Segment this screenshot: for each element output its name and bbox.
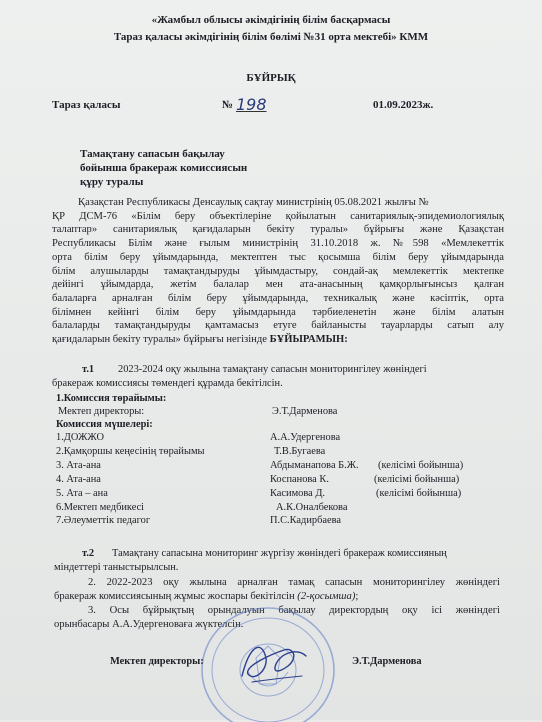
subject-line2: бойынша бракераж комиссиясын xyxy=(80,162,248,174)
item3-text: бракераж комиссиясының жұмыс жоспары бекітілсін xyxy=(54,590,298,602)
member-name: Т.В.Бугаева xyxy=(274,446,326,457)
member-name: Касимова Д. xyxy=(270,488,326,499)
document-number-label: № xyxy=(222,99,234,111)
item2-line1: Тамақтану сапасына мониторинг жүргізу жөніндегі бракераж комиссияның xyxy=(112,548,447,559)
preamble-line: қағидаларын бекіту туралы» бұйрығы негізінде xyxy=(52,334,270,346)
preamble-line: балаларды тамақтандыруды қамтамасыз етуге байланысты тауарларды сатып алу xyxy=(52,320,504,332)
item1-line1: 2023-2024 оқу жылына тамақтану сапасын мониторингілеу жөніндегі xyxy=(118,364,427,375)
signature-name: Э.Т.Дарменова xyxy=(352,656,422,667)
member-name: А.К.Оналбекова xyxy=(276,502,348,513)
item1-number: т.1 xyxy=(82,364,95,375)
member-role: 7.Әлеуметтік педагог xyxy=(56,515,151,526)
member-role: 4. Ата-ана xyxy=(56,474,101,485)
preamble-line: Қазақстан Республикасы Денсаулық сақтау министрінің 05.08.2021 жылғы № xyxy=(78,197,429,208)
subject-line1: Тамақтану сапасын бақылау xyxy=(80,148,225,160)
orders-word: БҰЙЫРАМЫН: xyxy=(269,334,348,346)
preamble-last-line xyxy=(52,333,504,347)
preamble-line: дейінгі ұйымдарда, жетім балалар мен ата-анасының қамқорлығынсыз қалған xyxy=(52,279,504,291)
member-role: 2.Қамқоршы кеңесінің төрайымы xyxy=(56,446,205,457)
preamble-line: орта білім беру ұйымдарында, мектептен тыс қосымша білім беру ұйымдарында xyxy=(52,251,504,263)
preamble-line: балаларға арналған білім беру ұйымдарында, техникалық және кәсіптік, орта xyxy=(52,292,504,304)
commission-members-heading: Комиссия мүшелері: xyxy=(56,419,153,430)
commission-chair-name: Э.Т.Дарменова xyxy=(272,406,338,417)
subject-line3: құру туралы xyxy=(80,176,144,188)
member-name: П.С.Кадирбаева xyxy=(270,515,341,526)
document-date: 01.09.2023ж. xyxy=(373,99,434,111)
item4-line1: 3. Осы бұйрықтың орындалуын бақылау директордың оқу ісі жөніндегі xyxy=(88,605,500,616)
item1-line2: бракераж комиссиясы төмендегі құрамда бекітілсін. xyxy=(52,378,283,389)
commission-chair-role: Мектеп директоры: xyxy=(58,406,145,417)
item4-line2: орынбасары А.А.Удергеноваға жүктелсін. xyxy=(54,618,244,630)
member-note: (келісімі бойынша) xyxy=(376,488,462,499)
preamble-line: ҚР ДСМ-76 «Білім беру объектілеріне қойылатын санитариялық-эпидемиологиялық xyxy=(52,210,504,222)
header-org-line1: «Жамбыл облысы әкімдігінің білім басқармасы xyxy=(151,14,391,26)
item3-annex-ref: (2-қосымша) xyxy=(297,590,356,602)
document-title: БҰЙРЫҚ xyxy=(246,72,296,84)
preamble-line: білім алушыларды тамақтандыруды ұйымдастыру, сондай-ақ мемлекеттік мектепке xyxy=(52,265,504,277)
item3-punct: ; xyxy=(355,590,359,602)
member-name: Абдыманапова Б.Ж. xyxy=(270,460,359,471)
document-city: Тараз қаласы xyxy=(52,99,121,111)
header-org-line2: Тараз қаласы әкімдігінің білім бөлімі №31 орта мектебі» КММ xyxy=(113,31,429,43)
member-name: А.А.Удергенова xyxy=(270,432,341,443)
member-note: (келісімі бойынша) xyxy=(378,460,464,471)
item2-line2: міндеттері таныстырылсын. xyxy=(54,562,179,573)
member-note: (келісімі бойынша) xyxy=(374,474,460,485)
handwritten-signature xyxy=(232,636,312,692)
member-name: Коспанова К. xyxy=(270,474,329,485)
item3-line1: 2. 2022-2023 оқу жылына арналған тамақ сапасын мониторингілеу жөніндегі xyxy=(88,577,500,588)
document-number-handwritten: 198 xyxy=(236,95,267,114)
member-role: 1.ДОЖЖО xyxy=(56,432,104,443)
preamble-line: Республикасы Білім және ғылым министрінің 31.10.2018 ж. №598 «Мемлекеттік xyxy=(52,238,504,250)
signature-role: Мектеп директоры: xyxy=(110,656,204,667)
commission-chair-heading: 1.Комиссия төрайымы: xyxy=(56,393,167,404)
item2-number: т.2 xyxy=(82,548,95,559)
preamble-line: талаптар» санитариялық қағидаларын бекіту туралы» бұйрығы және Қазақстан xyxy=(52,224,504,236)
member-role: 5. Ата – ана xyxy=(56,488,108,499)
member-role: 6.Мектеп медбикесі xyxy=(56,502,145,513)
preamble-line: білімнен кейінгі білім беру ұйымдарында тәрбиеленетін және білім алатын xyxy=(52,306,504,318)
preamble-paragraph xyxy=(52,196,504,347)
member-role: 3. Ата-ана xyxy=(56,460,101,471)
